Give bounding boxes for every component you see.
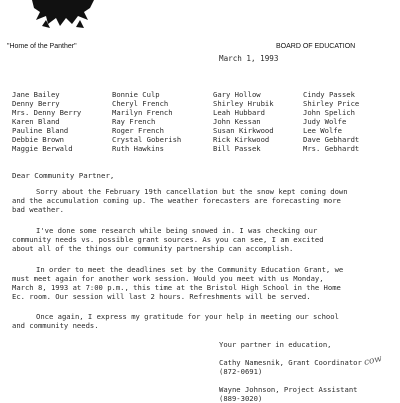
board-member-name: John Kessan [213,117,261,126]
paragraph-line: community needs vs. possible grant sources. As you can see, I am excited [12,235,324,244]
board-members-column-4 [303,90,359,153]
board-members-column-1 [12,90,81,153]
board-member-name: Gary Hollow [213,90,261,99]
board-members-column-3 [213,90,274,153]
board-member-name: Shirley Hrubik [213,99,274,108]
letter-paragraph-3 [12,265,397,301]
signer-2-phone: (889-3020) [219,394,263,403]
paragraph-line: I've done some research while being snowed in. I was checking our [36,226,318,235]
letter-paragraph-1 [12,187,397,214]
letter-greeting: Dear Community Partner, [12,171,115,180]
paragraph-line: In order to meet the deadlines set by the Community Education Grant, we [36,265,344,274]
letter-date: March 1, 1993 [219,54,279,63]
paragraph-line: bad weather. [12,205,64,214]
board-member-name: Pauline Bland [12,126,69,135]
signer-2-name: Wayne Johnson, Project Assistant [219,385,358,394]
board-member-name: Denny Berry [12,99,60,108]
board-member-name: Cheryl French [112,99,169,108]
board-member-name: Rick Kirkwood [213,135,270,144]
board-member-name: Shirley Price [303,99,360,108]
paragraph-line: Sorry about the February 19th cancellation but the snow kept coming down [36,187,348,196]
valediction: Your partner in education, [219,340,332,349]
board-member-name: Lee Wolfe [303,126,342,135]
signer-1-name: Cathy Namesnik, Grant Coordinator [219,358,362,367]
paragraph-line: and community needs. [12,321,99,330]
board-member-name: Debbie Brown [12,135,64,144]
board-member-name: Judy Wolfe [303,117,347,126]
letterhead-organization: BOARD OF EDUCATION [276,43,356,50]
board-member-name: Mrs. Denny Berry [12,108,82,117]
letter-closing [219,340,362,403]
board-members-column-2 [112,90,181,153]
paragraph-line: and the accumulation coming up. The weather forecasters are forecasting more [12,196,341,205]
board-member-name: Bill Passek [213,144,261,153]
letter-paragraph-4 [12,312,397,330]
board-member-name: Susan Kirkwood [213,126,274,135]
board-member-name: Jane Bailey [12,90,60,99]
letterhead-motto: "Home of the Panther" [7,43,77,50]
paragraph-line: must meet again for another work session. Would you meet with us Monday, [12,274,324,283]
board-member-name: Ruth Hawkins [112,144,164,153]
board-member-name: Marilyn French [112,108,173,117]
signer-1-phone: (872-0691) [219,367,263,376]
paragraph-line: March 8, 1993 at 7:00 p.m., this time at the Bristol High School in the Home [12,283,341,292]
panther-logo [28,0,98,30]
letter-paragraph-2 [12,226,397,253]
board-member-name: Leah Hubbard [213,108,265,117]
paragraph-line: about all of the things our community partnership can accomplish. [12,244,294,253]
board-member-name: Mrs. Gebhardt [303,144,360,153]
board-member-name: John Spelich [303,108,355,117]
handwritten-initials: cow [363,353,384,369]
board-member-name: Maggie Berwald [12,144,73,153]
board-member-name: Karen Bland [12,117,60,126]
board-member-name: Crystal Goberish [112,135,182,144]
paragraph-line: Once again, I express my gratitude for your help in meeting our school [36,312,339,321]
board-member-name: Ray French [112,117,156,126]
board-member-name: Cindy Passek [303,90,355,99]
board-member-name: Roger French [112,126,164,135]
board-member-name: Bonnie Culp [112,90,160,99]
paragraph-line: Ec. room. Our session will last 2 hours. Refreshments will be served. [12,292,311,301]
board-member-name: Dave Gebhardt [303,135,360,144]
